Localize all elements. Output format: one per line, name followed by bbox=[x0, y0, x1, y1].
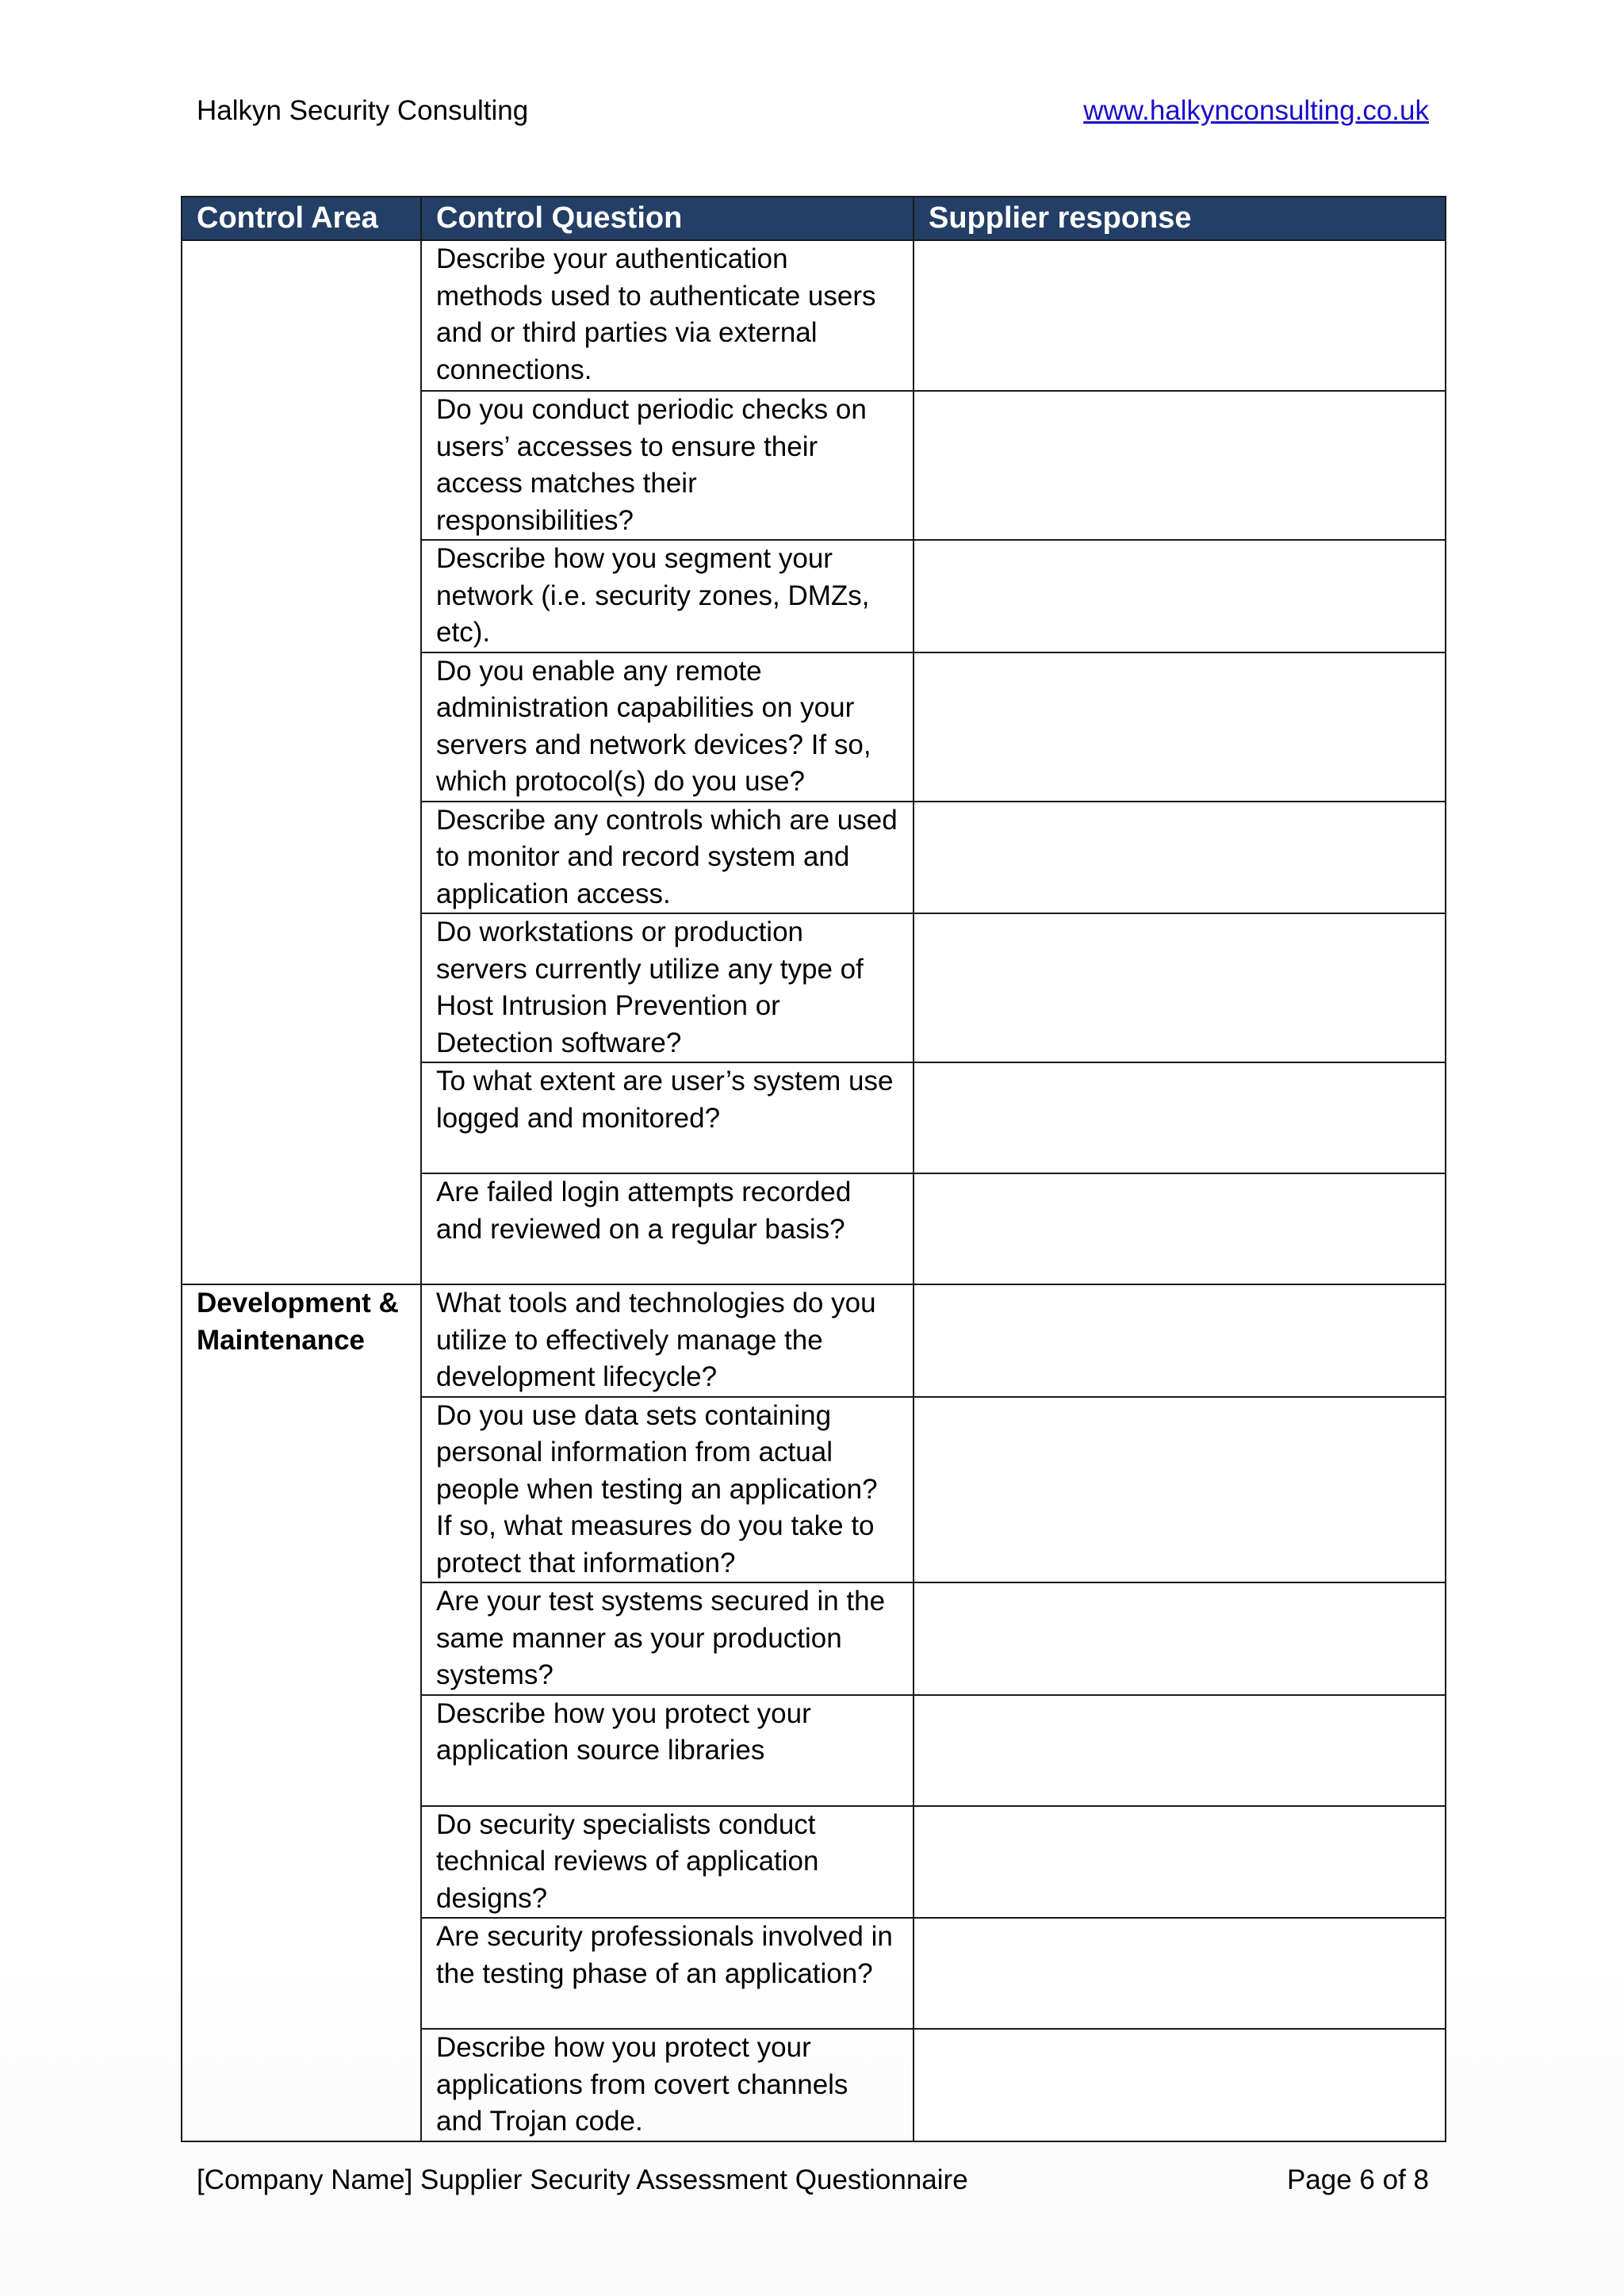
table-row bbox=[182, 540, 1446, 652]
control-question-cell: Do you use data sets containing personal information from actual people when testing an application? If so, what measures do you take to protect that information? bbox=[421, 1397, 914, 1583]
control-question-cell: Describe any controls which are used to monitor and record system and application access. bbox=[421, 802, 914, 914]
supplier-response-cell[interactable] bbox=[914, 913, 1446, 1062]
document-title: [Company Name] Supplier Security Assessment Questionnaire bbox=[197, 2164, 968, 2195]
page-number: Page 6 of 8 bbox=[1286, 2164, 1429, 2195]
supplier-response-cell[interactable] bbox=[914, 240, 1446, 391]
control-question-cell: Are your test systems secured in the same manner as your production systems? bbox=[421, 1582, 914, 1695]
supplier-response-cell[interactable] bbox=[914, 1397, 1446, 1583]
supplier-response-cell[interactable] bbox=[914, 1582, 1446, 1695]
table-row bbox=[182, 1397, 1446, 1583]
table-row bbox=[182, 913, 1446, 1062]
supplier-response-cell[interactable] bbox=[914, 1173, 1446, 1284]
supplier-response-cell[interactable] bbox=[914, 652, 1446, 802]
table-row bbox=[182, 1695, 1446, 1806]
table-row bbox=[182, 240, 1446, 391]
control-area-cell bbox=[182, 240, 421, 391]
supplier-response-cell[interactable] bbox=[914, 1284, 1446, 1397]
table-row bbox=[182, 2029, 1446, 2141]
control-area-cell bbox=[182, 652, 421, 802]
control-question-cell: Are failed login attempts recorded and reviewed on a regular basis? bbox=[421, 1173, 914, 1284]
control-area-cell bbox=[182, 1695, 421, 1806]
control-question-cell: What tools and technologies do you utilize to effectively manage the development lifecycle? bbox=[421, 1284, 914, 1397]
control-area-cell bbox=[182, 1062, 421, 1173]
supplier-response-cell[interactable] bbox=[914, 391, 1446, 540]
supplier-response-cell[interactable] bbox=[914, 1806, 1446, 1919]
control-area-cell bbox=[182, 802, 421, 914]
supplier-response-cell[interactable] bbox=[914, 1695, 1446, 1806]
control-area-cell bbox=[182, 1918, 421, 2029]
supplier-response-cell[interactable] bbox=[914, 540, 1446, 652]
control-question-cell: To what extent are user’s system use logged and monitored? bbox=[421, 1062, 914, 1173]
control-question-cell: Describe how you protect your application source libraries bbox=[421, 1695, 914, 1806]
control-area-cell: Development & Maintenance bbox=[182, 1284, 421, 1397]
table-row bbox=[182, 1918, 1446, 2029]
control-area-cell bbox=[182, 1582, 421, 1695]
column-header-control-area: Control Area bbox=[182, 197, 421, 240]
table-row bbox=[182, 391, 1446, 540]
table-row bbox=[182, 652, 1446, 802]
control-question-cell: Describe how you segment your network (i.e. security zones, DMZs, etc). bbox=[421, 540, 914, 652]
questionnaire-table bbox=[181, 196, 1446, 2142]
website-link[interactable]: www.halkynconsulting.co.uk bbox=[1083, 95, 1429, 126]
supplier-response-cell[interactable] bbox=[914, 1918, 1446, 2029]
supplier-response-cell[interactable] bbox=[914, 802, 1446, 914]
control-area-cell bbox=[182, 391, 421, 540]
control-area-cell bbox=[182, 913, 421, 1062]
table-row bbox=[182, 802, 1446, 914]
page-header bbox=[197, 95, 1429, 135]
supplier-response-cell[interactable] bbox=[914, 1062, 1446, 1173]
control-area-cell bbox=[182, 2029, 421, 2141]
table-header-row bbox=[182, 197, 1446, 240]
page-footer bbox=[197, 2164, 1429, 2204]
control-question-cell: Are security professionals involved in the testing phase of an application? bbox=[421, 1918, 914, 2029]
control-question-cell: Describe your authentication methods used to authenticate users and or third parties via external connections. bbox=[421, 240, 914, 391]
control-area-cell bbox=[182, 540, 421, 652]
table-row bbox=[182, 1173, 1446, 1284]
control-question-cell: Do workstations or production servers currently utilize any type of Host Intrusion Prevention or Detection software? bbox=[421, 913, 914, 1062]
control-question-cell: Do you conduct periodic checks on users’ accesses to ensure their access matches their responsibilities? bbox=[421, 391, 914, 540]
control-question-cell: Do you enable any remote administration capabilities on your servers and network devices? If so, which protocol(s) do you use? bbox=[421, 652, 914, 802]
column-header-supplier-response: Supplier response bbox=[914, 197, 1446, 240]
column-header-control-question: Control Question bbox=[421, 197, 914, 240]
control-area-cell bbox=[182, 1806, 421, 1919]
control-area-cell bbox=[182, 1173, 421, 1284]
control-question-cell: Do security specialists conduct technical reviews of application designs? bbox=[421, 1806, 914, 1919]
table-row bbox=[182, 1284, 1446, 1397]
control-area-cell bbox=[182, 1397, 421, 1583]
supplier-response-cell[interactable] bbox=[914, 2029, 1446, 2141]
table-row bbox=[182, 1582, 1446, 1695]
table-row bbox=[182, 1806, 1446, 1919]
table-row bbox=[182, 1062, 1446, 1173]
company-name: Halkyn Security Consulting bbox=[197, 95, 529, 126]
control-question-cell: Describe how you protect your applications from covert channels and Trojan code. bbox=[421, 2029, 914, 2141]
